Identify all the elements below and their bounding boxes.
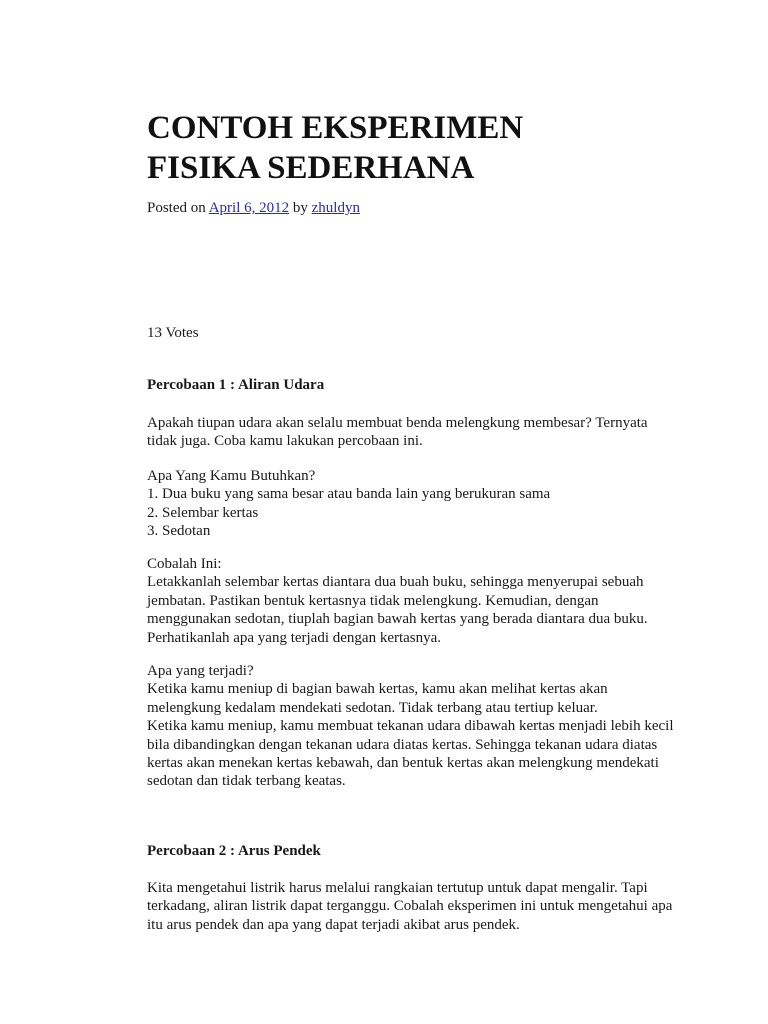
by-label: by xyxy=(292,200,308,216)
paragraph-line: melengkung kedalam mendekati sedotan. Tidak terbang atau tertiup keluar. xyxy=(147,699,598,716)
needs-section xyxy=(147,467,707,541)
paragraph-line: Apakah tiupan udara akan selalu membuat benda melengkung membesar? Ternyata xyxy=(147,415,648,431)
needs-heading: Apa Yang Kamu Butuhkan? xyxy=(147,468,316,484)
votes-count: 13 Votes xyxy=(147,325,199,341)
paragraph-line: menggunakan sedotan, tiuplah bagian bawah kertas yang berada diantara dua buku. xyxy=(147,611,648,628)
needs-item: 1. Dua buku yang sama besar atau banda lain yang berukuran sama xyxy=(147,486,551,503)
needs-item: 3. Sedotan xyxy=(147,523,211,540)
post-meta xyxy=(147,199,360,217)
experiment-2-heading: Percobaan 2 : Arus Pendek xyxy=(147,843,321,859)
date-link[interactable]: April 6, 2012 xyxy=(208,200,290,216)
experiment-1-intro xyxy=(147,414,707,451)
post-title xyxy=(147,108,523,188)
paragraph-line: Ketika kamu meniup, kamu membuat tekanan udara dibawah kertas menjadi lebih kecil xyxy=(147,718,674,735)
paragraph-line: Perhatikanlah apa yang terjadi dengan kertasnya. xyxy=(147,629,442,646)
paragraph-line: bila dibandingkan dengan tekanan udara diatas kertas. Sehingga tekanan udara diatas xyxy=(147,736,658,753)
result-heading: Apa yang terjadi? xyxy=(147,663,254,679)
experiment-2-intro xyxy=(147,879,707,934)
try-heading: Cobalah Ini: xyxy=(147,556,222,572)
result-section xyxy=(147,662,707,791)
paragraph-line: jembatan. Pastikan bentuk kertasnya tidak melengkung. Kemudian, dengan xyxy=(147,592,599,609)
title-line-1: CONTOH EKSPERIMEN xyxy=(147,110,524,146)
try-section xyxy=(147,555,707,647)
author-link[interactable]: zhuldyn xyxy=(311,200,360,216)
paragraph-line: sedotan dan tidak terbang keatas. xyxy=(147,773,346,790)
needs-item: 2. Selembar kertas xyxy=(147,504,259,521)
paragraph-line: tidak juga. Coba kamu lakukan percobaan ini. xyxy=(147,433,423,450)
paragraph-line: Kita mengetahui listrik harus melalui rangkaian tertutup untuk dapat mengalir. Tapi xyxy=(147,880,648,896)
paragraph-line: itu arus pendek dan apa yang dapat terjadi akibat arus pendek. xyxy=(147,916,520,933)
posted-on-label: Posted on xyxy=(147,200,206,216)
experiment-1-heading: Percobaan 1 : Aliran Udara xyxy=(147,377,325,393)
paragraph-line: Ketika kamu meniup di bagian bawah kertas, kamu akan melihat kertas akan xyxy=(147,681,608,698)
title-line-2: FISIKA SEDERHANA xyxy=(147,150,475,186)
paragraph-line: terkadang, aliran listrik dapat terganggu. Cobalah eksperimen ini untuk mengetahui apa xyxy=(147,898,673,915)
paragraph-line: Letakkanlah selembar kertas diantara dua buah buku, sehingga menyerupai sebuah xyxy=(147,574,644,591)
paragraph-line: kertas akan menekan kertas kebawah, dan bentuk kertas akan melengkung mendekati xyxy=(147,755,659,772)
